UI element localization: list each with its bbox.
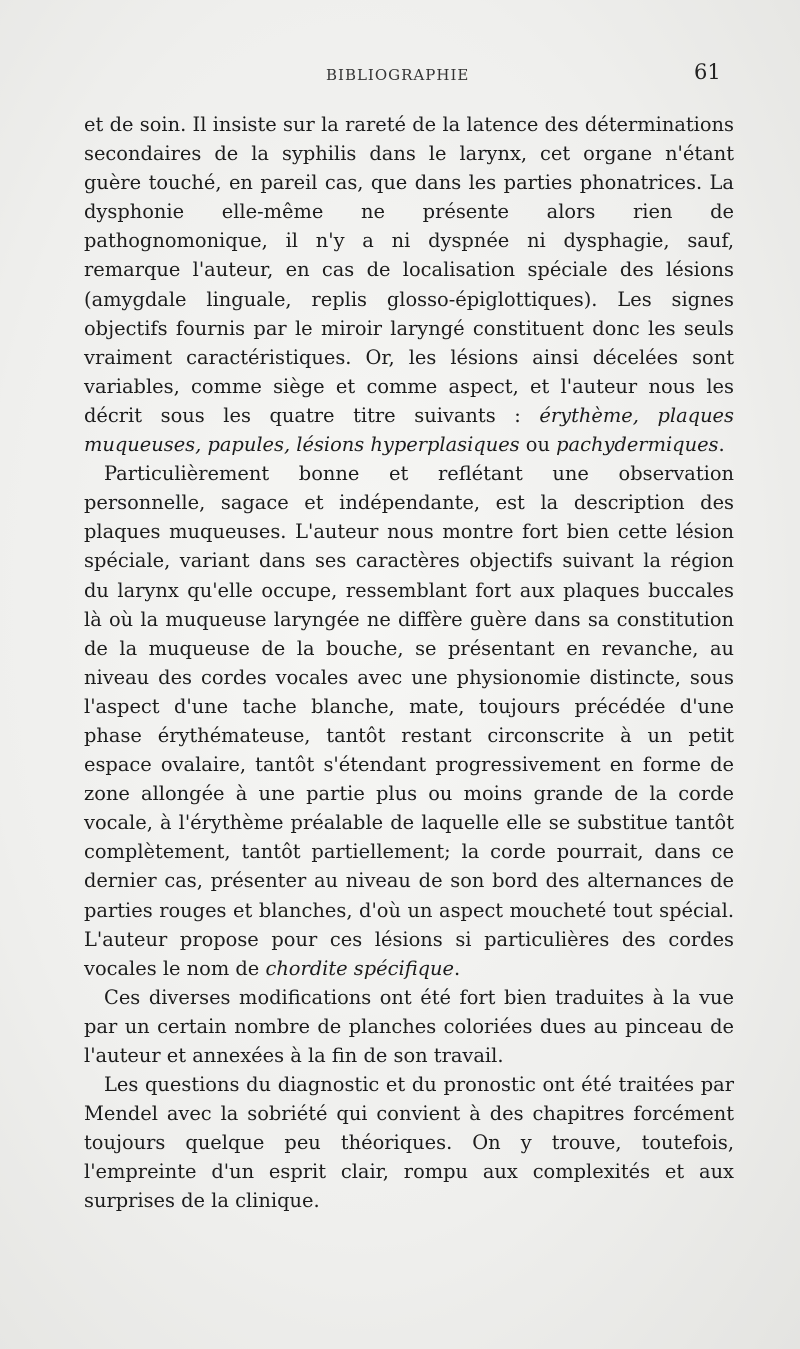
paragraph-2-end: . bbox=[454, 956, 461, 980]
paragraph-1 bbox=[84, 110, 734, 459]
paragraph-1-italic-terms: érythème, plaques muqueuses, papules, lésions hyperplasiques bbox=[84, 403, 734, 457]
body-text bbox=[84, 110, 734, 1216]
page-number: 61 bbox=[694, 60, 721, 84]
page-header bbox=[0, 60, 800, 90]
paragraph-2-italic-term: chordite spécifique bbox=[265, 956, 455, 980]
paragraph-1-connector: ou bbox=[519, 433, 557, 457]
paragraph-4: Les questions du diagnostic et du pronostic ont été traitées par Mendel avec la sobriété qui convient à des chapitres forcément toujours quelque peu théoriques. On y trouve, toutefois, l'empreinte d'un esprit clair, rompu aux complexités et aux surprises de la clinique. bbox=[84, 1073, 734, 1213]
paragraph-1-text: et de soin. Il insiste sur la rareté de la latence des déterminations secondaires de la syphilis dans le larynx, cet organe n'étant guère touché, en pareil cas, que dans les parties phonatrices. La dysphonie elle-même ne présente alors rien de pathognomonique, il n'y a ni dyspnée ni dysphagie, sauf, remarque l'auteur, en cas de localisation spéciale des lésions (amygdale linguale, replis glosso-épiglottiques). Les signes objectifs fournis par le miroir laryngé constituent donc les seuls vraiment caractéristiques. Or, les lésions ainsi décelées sont variables, comme siège et comme aspect, et l'auteur nous les décrit sous les quatre titre suivants : bbox=[84, 113, 734, 427]
paragraph-1-italic-term-2: pachydermiques bbox=[556, 433, 719, 457]
paragraph-2 bbox=[84, 459, 734, 983]
paragraph-1-end: . bbox=[718, 433, 725, 457]
running-title: BIBLIOGRAPHIE bbox=[326, 66, 470, 84]
paragraph-2-text: Particulièrement bonne et reflétant une observation personnelle, sagace et indépendante, est la description des plaques muqueuses. L'auteur nous montre fort bien cette lésion spéciale, variant dans ses caractères objectifs suivant la région du larynx qu'elle occupe, ressemblant fort aux plaques buccales là où la muqueuse laryngée ne diffère guère dans sa constitution de la muqueuse de la bouche, se présentant en revanche, au niveau des cordes vocales avec une physionomie distincte, sous l'aspect d'une tache blanche, mate, toujours précédée d'une phase érythémateuse, tantôt restant circonscrite à un petit espace ovalaire, tantôt s'étendant progressivement en forme de zone allongée à une partie plus ou moins grande de la corde vocale, à l'érythème préalable de laquelle elle se substitue tantôt complètement, tantôt partiellement; la corde pourrait, dans ce dernier cas, présenter au niveau de son bord des alternances de parties rouges et blanches, d'où un aspect moucheté tout spécial. L'auteur propose pour ces lésions si particulières des cordes vocales le nom de bbox=[84, 462, 734, 980]
paragraph-3: Ces diverses modifications ont été fort bien traduites à la vue par un certain nombre de planches coloriées dues au pinceau de l'auteur et annexées à la fin de son travail. bbox=[84, 985, 734, 1067]
